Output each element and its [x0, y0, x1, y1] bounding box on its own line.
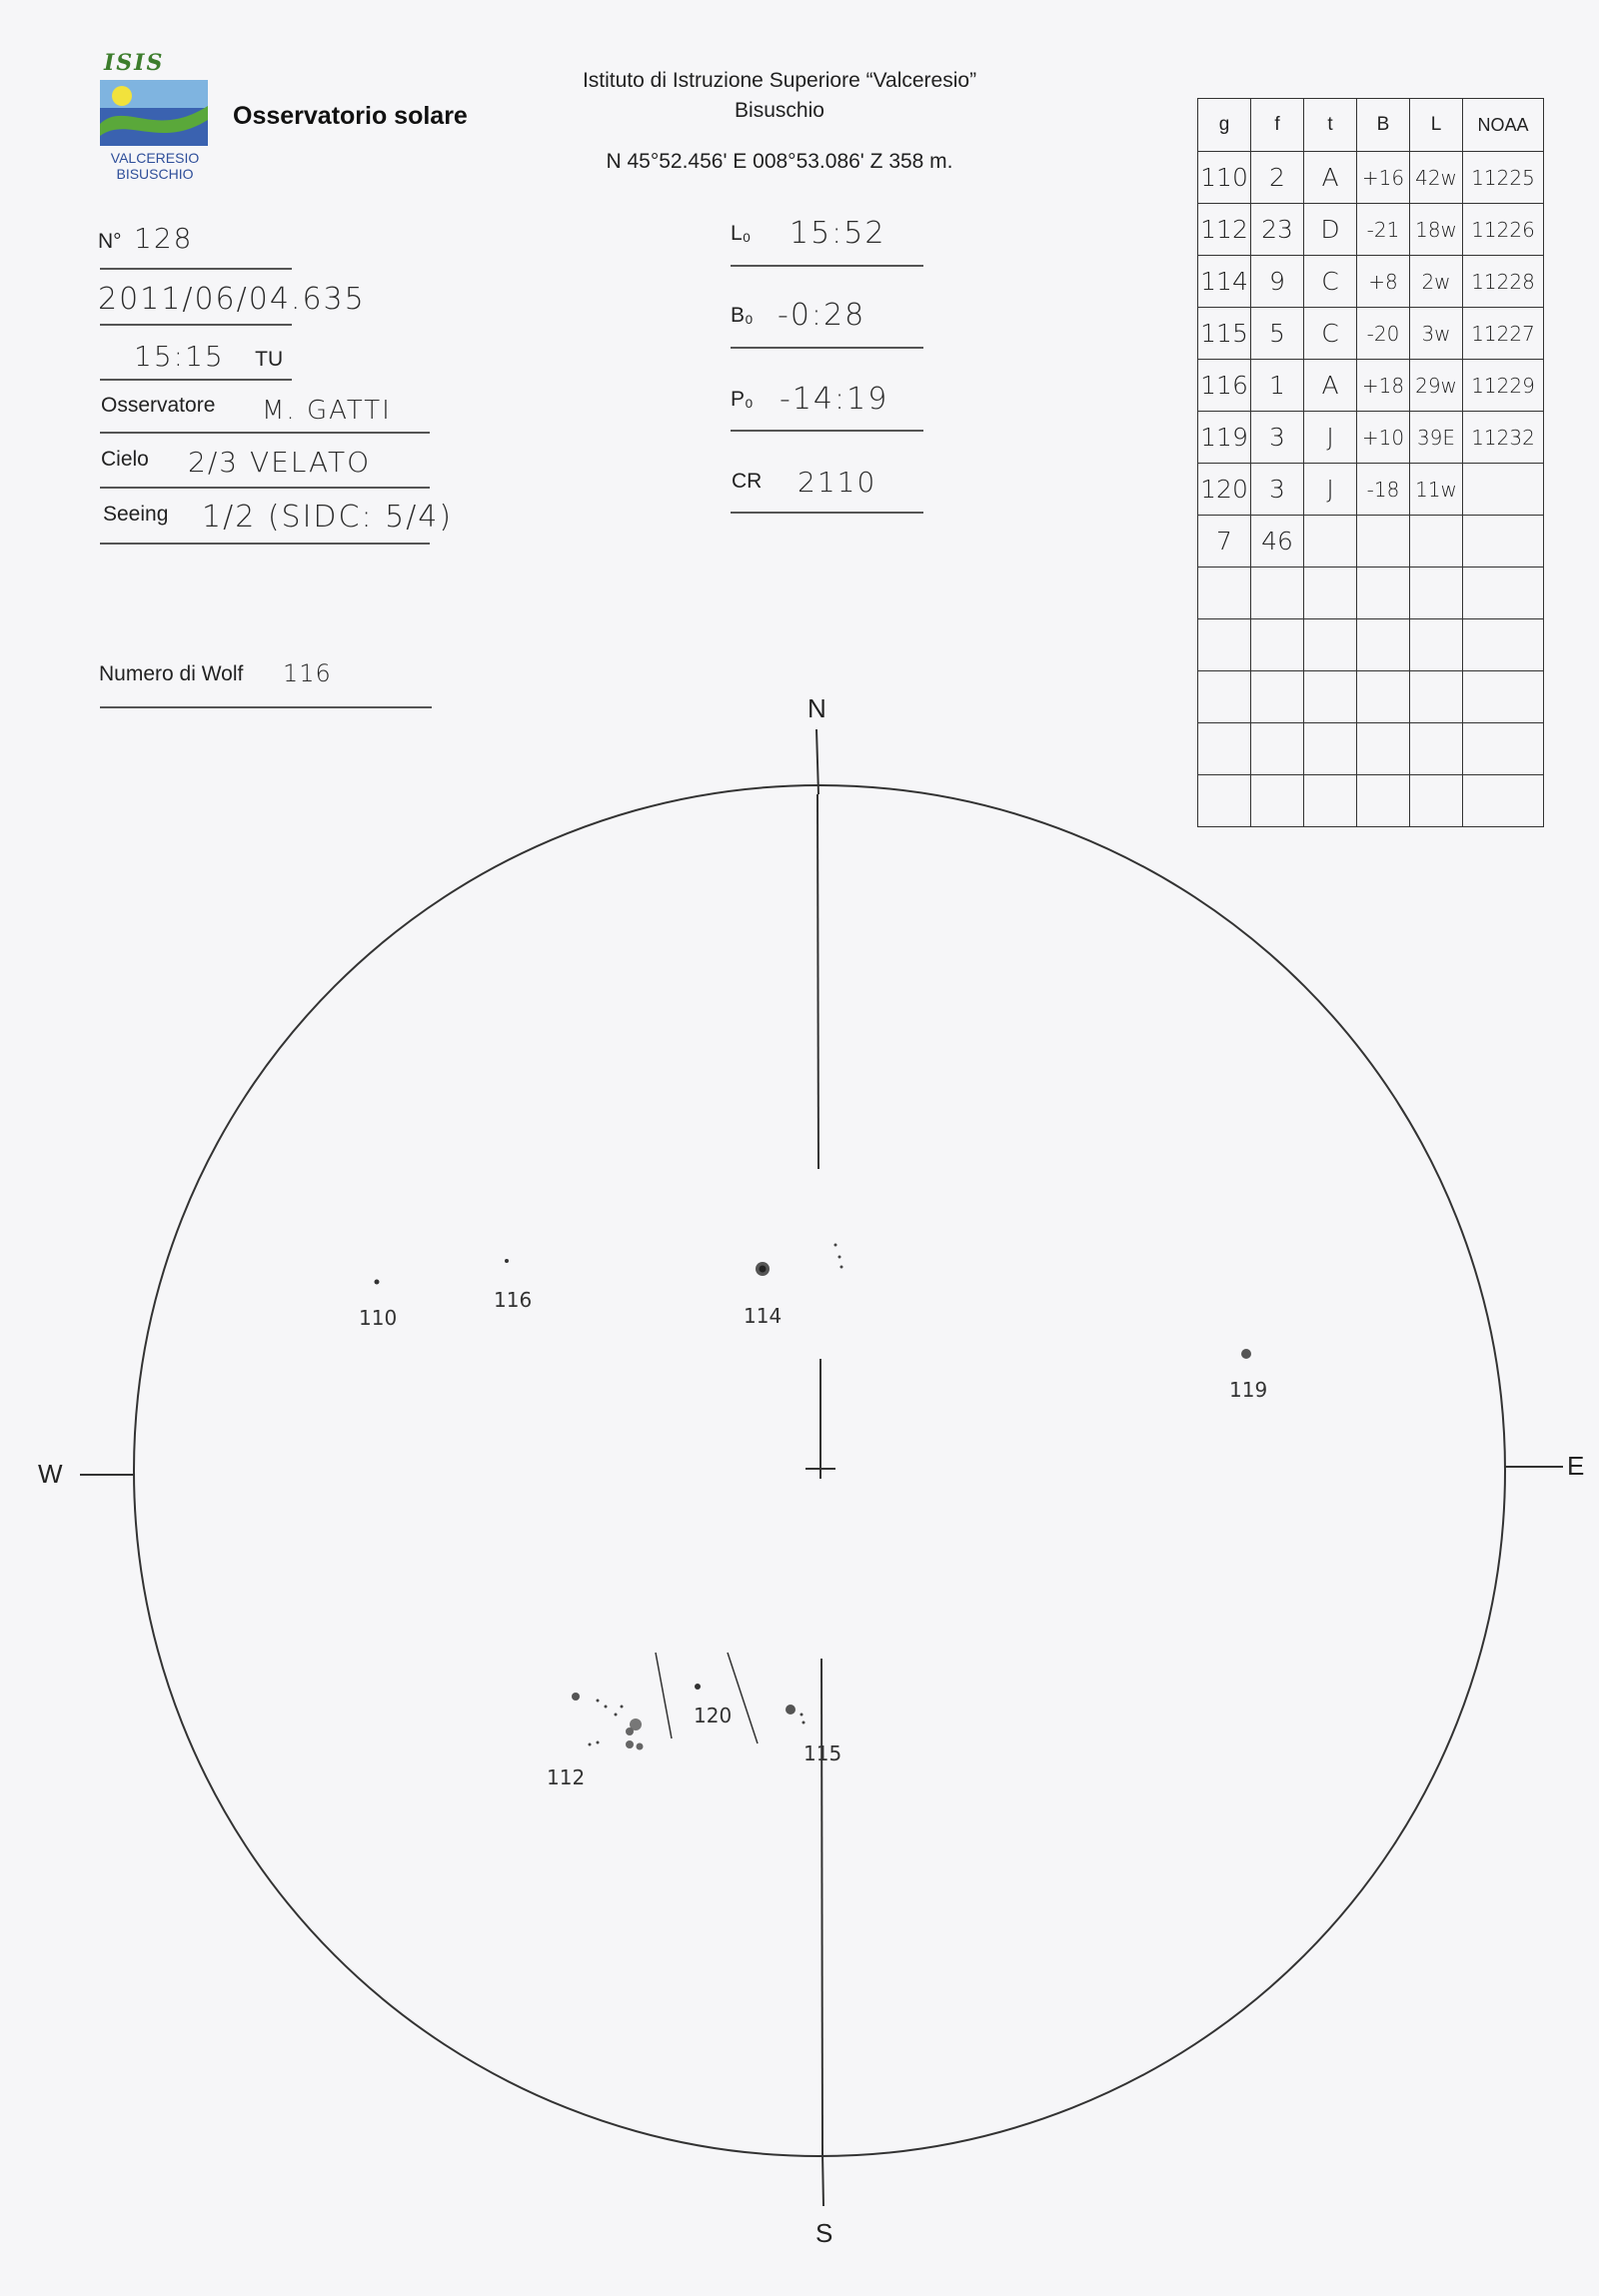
isis-logo-text: ISIS	[104, 50, 165, 76]
cell-noaa: 11226	[1463, 204, 1544, 256]
sunspot-112-a	[572, 1693, 580, 1701]
cell-b: +8	[1357, 256, 1410, 308]
site-coordinates: N 45°52.456' E 008°53.086' Z 358 m.	[606, 150, 953, 173]
cr-value: 2110	[798, 466, 877, 499]
group-label-119: 119	[1229, 1378, 1268, 1402]
record-number-value: 128	[134, 222, 194, 255]
observation-date: 2011/06/04.635	[98, 282, 366, 317]
cell-f: 46	[1251, 516, 1304, 568]
logo-caption-line1: VALCERESIO	[110, 150, 200, 166]
sunspot-116	[505, 1259, 509, 1263]
cell-l: 3w	[1410, 308, 1463, 360]
header-b: B	[1357, 99, 1410, 152]
cell-l: 29w	[1410, 360, 1463, 412]
group-label-110: 110	[359, 1306, 398, 1330]
observer-label: Osservatore	[101, 394, 216, 417]
cell-f: 1	[1251, 360, 1304, 412]
group-120-divider-right	[728, 1653, 758, 1743]
sunspot-120	[695, 1684, 701, 1690]
cell-g: 119	[1198, 412, 1251, 464]
sunspot-115-main	[786, 1705, 796, 1715]
cell-t: A	[1304, 152, 1357, 204]
header-l: L	[1410, 99, 1463, 152]
sunspot-115-p2	[802, 1722, 805, 1724]
cell-b: -21	[1357, 204, 1410, 256]
cell-b: -18	[1357, 464, 1410, 516]
cell-t: J	[1304, 464, 1357, 516]
sunspot-114-umbra	[760, 1266, 767, 1273]
cell-noaa: 11232	[1463, 412, 1544, 464]
cell-g: 116	[1198, 360, 1251, 412]
cell-b: +18	[1357, 360, 1410, 412]
wolf-number-value: 116	[283, 659, 332, 687]
south-tick	[822, 2153, 823, 2206]
p0-label: P₀	[731, 388, 754, 411]
b0-label: B₀	[731, 304, 754, 327]
cell-t: C	[1304, 256, 1357, 308]
sunspot-110	[375, 1280, 380, 1285]
sunspot-115-p1	[800, 1714, 803, 1717]
north-axis	[817, 794, 818, 1169]
cell-noaa: 11229	[1463, 360, 1544, 412]
north-label: N	[807, 693, 826, 723]
sunspot-112-h	[637, 1743, 644, 1750]
cell-g: 110	[1198, 152, 1251, 204]
wolf-number-label: Numero di Wolf	[99, 662, 244, 685]
sunspot-114-p2	[838, 1256, 841, 1259]
observer-value: M. GATTI	[262, 396, 392, 426]
cell-f: 3	[1251, 412, 1304, 464]
east-label: E	[1567, 1451, 1585, 1481]
group-label-112: 112	[547, 1765, 586, 1789]
cell-f: 9	[1251, 256, 1304, 308]
cell-b: -20	[1357, 308, 1410, 360]
cell-l: 39E	[1410, 412, 1463, 464]
institute-name: Istituto di Istruzione Superiore “Valceresio”	[582, 69, 977, 92]
cell-t: D	[1304, 204, 1357, 256]
cr-label: CR	[732, 470, 763, 493]
sunspot-112-i	[589, 1743, 592, 1746]
p0-value: -14:19	[780, 382, 889, 417]
group-label-114: 114	[744, 1304, 783, 1328]
cell-f: 23	[1251, 204, 1304, 256]
cell-g: 115	[1198, 308, 1251, 360]
cell-noaa: 11225	[1463, 152, 1544, 204]
sunspot-112-b	[597, 1700, 600, 1703]
observatory-title: Osservatorio solare	[233, 102, 468, 130]
l0-label: L₀	[731, 222, 752, 245]
cell-l: 11w	[1410, 464, 1463, 516]
cell-g: 7	[1198, 516, 1251, 568]
sunspot-112-c	[605, 1706, 608, 1709]
header-f: f	[1251, 99, 1304, 152]
sunspot-112-f	[626, 1727, 634, 1735]
observation-time-unit: TU	[255, 348, 284, 371]
sunspot-114-p3	[840, 1266, 843, 1269]
logo-caption-line2: BISUSCHIO	[116, 166, 194, 182]
cell-b: +10	[1357, 412, 1410, 464]
cell-l: 42w	[1410, 152, 1463, 204]
cell-f: 5	[1251, 308, 1304, 360]
south-label: S	[815, 2218, 833, 2248]
cell-l: 18w	[1410, 204, 1463, 256]
l0-value: 15:52	[790, 216, 886, 251]
cell-t: A	[1304, 360, 1357, 412]
institute-town: Bisuschio	[735, 99, 824, 122]
cell-t: J	[1304, 412, 1357, 464]
cell-g: 114	[1198, 256, 1251, 308]
sunspot-112-k	[621, 1706, 624, 1709]
cell-g: 120	[1198, 464, 1251, 516]
header-t: t	[1304, 99, 1357, 152]
observation-time-value: 15:15	[134, 340, 225, 373]
b0-value: -0:28	[778, 298, 866, 333]
seeing-value: 1/2 (SIDC: 5/4)	[202, 500, 454, 535]
group-120-divider-left	[656, 1653, 672, 1738]
group-label-116: 116	[494, 1288, 533, 1312]
seeing-label: Seeing	[103, 503, 169, 526]
group-label-120: 120	[694, 1704, 733, 1727]
cell-f: 2	[1251, 152, 1304, 204]
sunspot-114-p1	[834, 1244, 837, 1247]
sunspot-112-g	[626, 1740, 634, 1748]
sky-value: 2/3 VELATO	[188, 446, 372, 479]
group-label-115: 115	[803, 1741, 842, 1765]
cell-g: 112	[1198, 204, 1251, 256]
sky-label: Cielo	[101, 448, 149, 471]
header-g: g	[1198, 99, 1251, 152]
sunspot-112-d	[615, 1714, 618, 1717]
cell-noaa: 11227	[1463, 308, 1544, 360]
sunspot-112-j	[597, 1741, 600, 1744]
cell-l: 2w	[1410, 256, 1463, 308]
header-noaa: NOAA	[1463, 99, 1544, 152]
south-axis	[821, 1659, 822, 2153]
cell-t: C	[1304, 308, 1357, 360]
cell-noaa: 11228	[1463, 256, 1544, 308]
cell-b: +16	[1357, 152, 1410, 204]
west-label: W	[38, 1459, 63, 1489]
cell-f: 3	[1251, 464, 1304, 516]
record-number-label: N°	[98, 230, 122, 253]
sunspot-119	[1241, 1349, 1251, 1359]
